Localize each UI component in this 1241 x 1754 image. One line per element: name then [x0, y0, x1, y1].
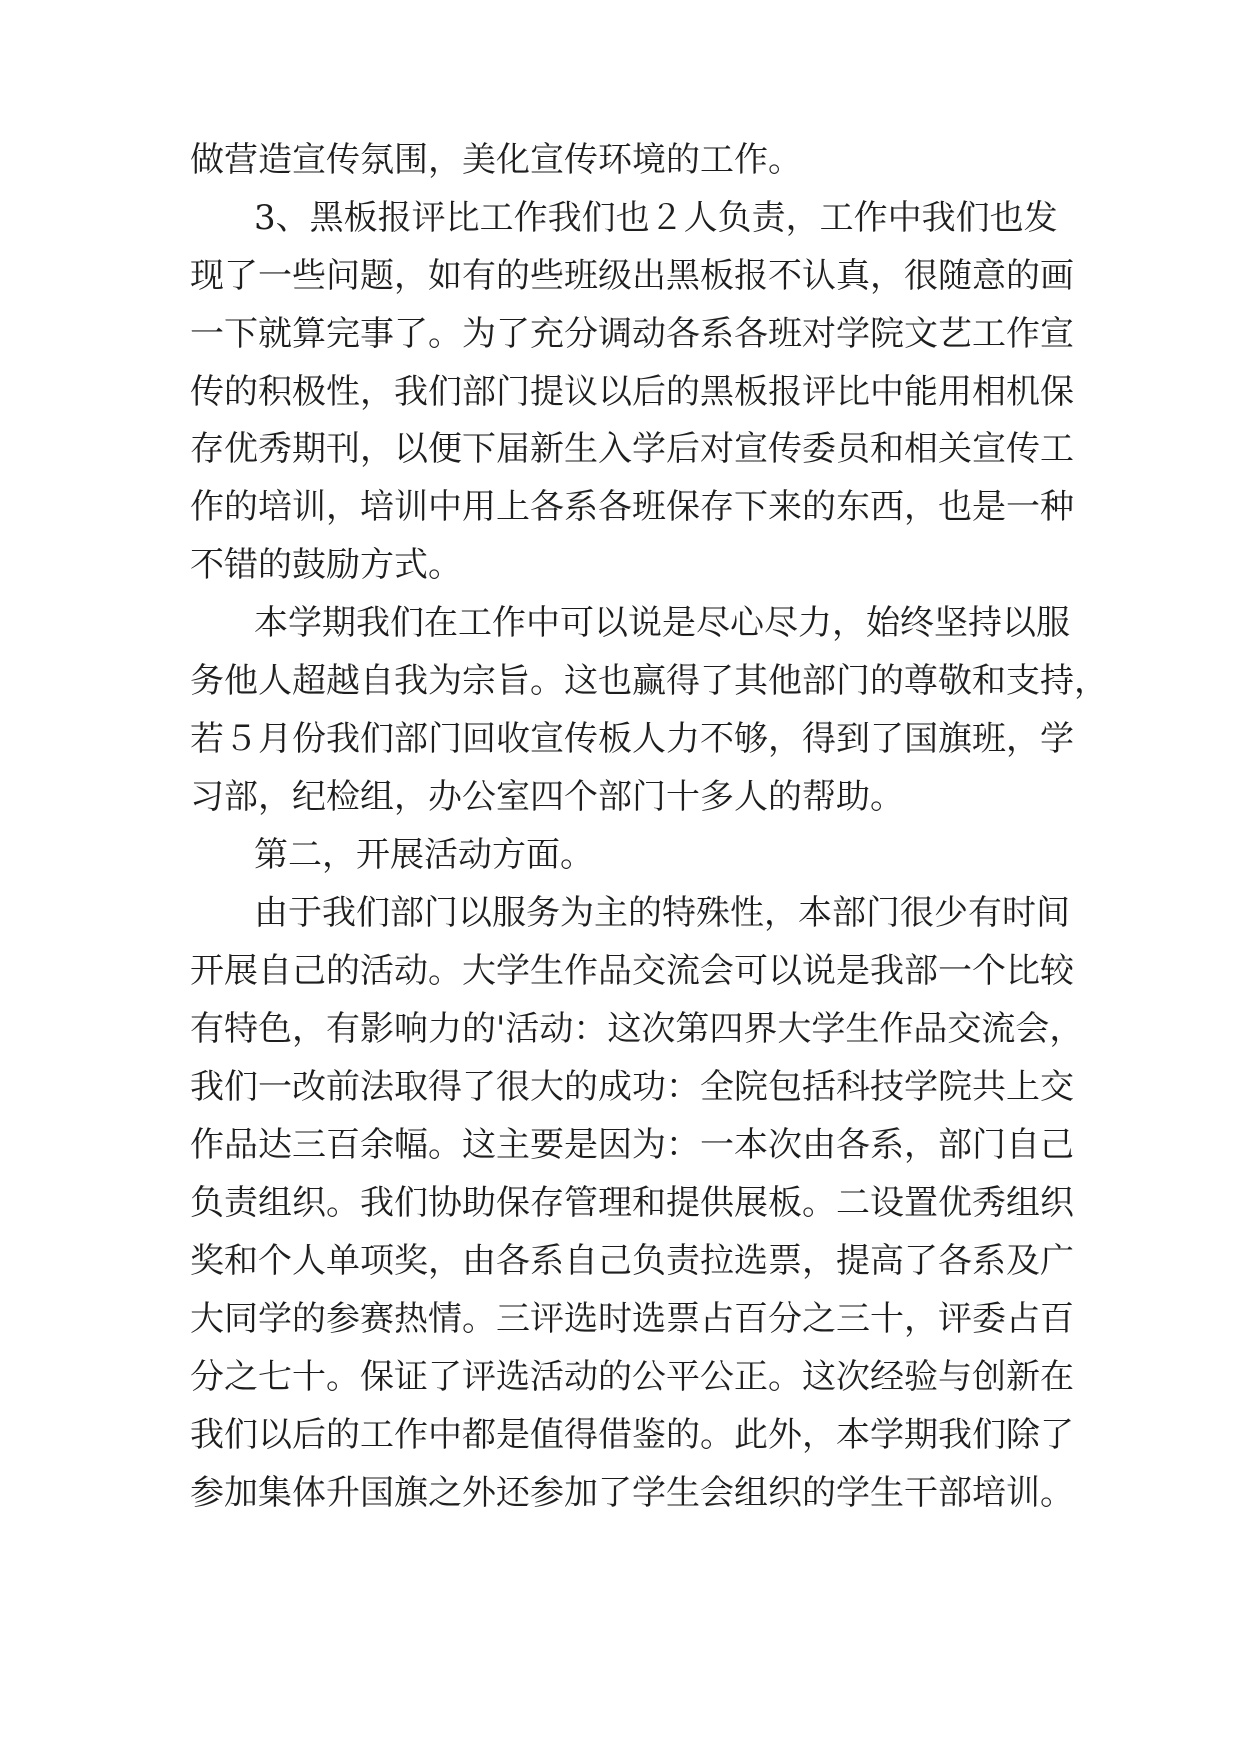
text-line-4: 一下就算完事了。为了充分调动各系各班对学院文艺工作宣: [190, 314, 1074, 354]
text-line-21: 大同学的参赛热情。三评选时选票占百分之三十，评委占百: [190, 1299, 1074, 1339]
text-line-10: 务他人超越自我为宗旨。这也赢得了其他部门的尊敬和支持，: [190, 661, 1108, 701]
text-line-17: 我们一改前法取得了很大的成功：全院包括科技学院共上交: [190, 1067, 1074, 1107]
text-line-14: 由于我们部门以服务为主的特殊性，本部门很少有时间: [254, 893, 1070, 933]
text-line-2: 3、黑板报评比工作我们也２人负责，工作中我们也发: [254, 198, 1058, 238]
text-line-23: 我们以后的工作中都是值得借鉴的。此外，本学期我们除了: [190, 1415, 1074, 1455]
text-line-22: 分之七十。保证了评选活动的公平公正。这次经验与创新在: [190, 1357, 1074, 1397]
text-line-18: 作品达三百余幅。这主要是因为：一本次由各系，部门自己: [190, 1125, 1074, 1165]
text-line-3: 现了一些问题，如有的些班级出黑板报不认真，很随意的画: [190, 256, 1074, 296]
text-line-16: 有特色，有影响力的'活动：这次第四界大学生作品交流会，: [190, 1009, 1084, 1049]
text-line-5: 传的积极性，我们部门提议以后的黑板报评比中能用相机保: [190, 372, 1074, 412]
text-line-9: 本学期我们在工作中可以说是尽心尽力，始终坚持以服: [254, 603, 1070, 643]
text-line-15: 开展自己的活动。大学生作品交流会可以说是我部一个比较: [190, 951, 1074, 991]
text-line-24: 参加集体升国旗之外还参加了学生会组织的学生干部培训。: [190, 1473, 1074, 1513]
text-line-20: 奖和个人单项奖，由各系自己负责拉选票，提高了各系及广: [190, 1241, 1074, 1281]
text-line-19: 负责组织。我们协助保存管理和提供展板。二设置优秀组织: [190, 1183, 1074, 1223]
text-line-8: 不错的鼓励方式。: [190, 545, 462, 585]
text-line-6: 存优秀期刊，以便下届新生入学后对宣传委员和相关宣传工: [190, 429, 1074, 469]
text-line-7: 作的培训，培训中用上各系各班保存下来的东西，也是一种: [190, 487, 1074, 527]
text-line-1: 做营造宣传氛围，美化宣传环境的工作。: [190, 140, 802, 180]
text-line-13: 第二，开展活动方面。: [254, 835, 594, 875]
text-line-12: 习部，纪检组，办公室四个部门十多人的帮助。: [190, 777, 904, 817]
text-line-11: 若５月份我们部门回收宣传板人力不够，得到了国旗班，学: [190, 719, 1074, 759]
